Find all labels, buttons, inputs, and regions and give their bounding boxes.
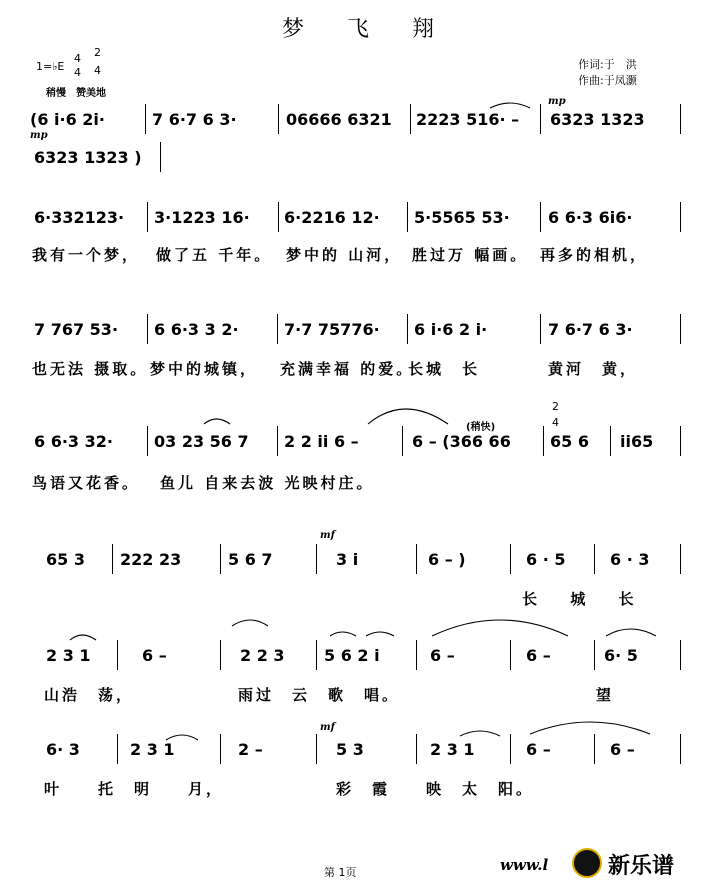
barline [510,640,511,670]
measure-r7-1: 6· 3 [46,740,80,759]
barline [145,104,146,134]
barline [680,426,681,456]
lyric-r4-1: 鸟语又花香。 [32,474,141,492]
slur [366,632,394,636]
record-logo-icon [572,848,602,878]
dynamic-mp: mp [30,130,48,141]
barline [278,202,279,232]
barline [316,734,317,764]
barline [416,640,417,670]
lyric-r2-4: 胜过万 幅画。 [412,246,529,264]
lyric-r2-1: 我有一个梦， [32,246,141,264]
measure-r2-1: 6·332123· [34,208,125,227]
measure-r1-5: 6323 1323 [550,110,645,129]
slur [330,632,356,636]
measure-r2-5: 6 6·3 6i6· [548,208,633,227]
brand-name: 新乐谱 [608,854,675,879]
measure-r1-2: 7 6·7 6 3· [152,110,237,129]
time-signature-b-den: 4 [94,64,101,77]
measure-r6-6: 6 – [526,646,551,665]
measure-r7-6: 6 – [526,740,551,759]
slur [490,103,530,108]
lyric-r2-3: 梦中的 山河， [286,246,403,264]
barline [680,734,681,764]
lyric-r3-4: 长城 长 [408,360,481,378]
barline [278,104,279,134]
time-signature-a-num: 4 [74,52,81,65]
lyric-r7-2: 彩 霞 映 太 阳。 [336,780,535,798]
barline [407,314,408,344]
tempo-change: (稍快) [466,422,496,433]
site-url: www.l [500,856,549,874]
barline [540,104,541,134]
lyric-r2-5: 再多的相机， [540,246,649,264]
barline [220,544,221,574]
measure-r3-3: 7·7 75776· [284,320,380,339]
measure-r4-2: 03 23 56 7 [154,432,249,451]
dynamic-mf: mf [320,722,335,733]
measure-r7-4: 5 3 [336,740,364,759]
barline [147,314,148,344]
measure-r3-2: 6 6·3 3 2· [154,320,239,339]
slur [432,620,568,636]
measure-r1-3: 06666 6321 [286,110,392,129]
barline [594,640,595,670]
measure-r2-2: 3·1223 16· [154,208,250,227]
barline [680,640,681,670]
barline [316,640,317,670]
barline [117,734,118,764]
measure-r7-7: 6 – [610,740,635,759]
barline [407,202,408,232]
barline [402,426,403,456]
lyricist-credit: 作词:于 洪 [578,58,637,71]
slur [70,635,96,640]
measure-r3-5: 7 6·7 6 3· [548,320,633,339]
slur [460,731,500,736]
measure-r7-2: 2 3 1 [130,740,175,759]
slur [530,722,650,734]
measure-r5-4: 3 i [336,550,359,569]
barline [540,314,541,344]
measure-r5-3: 5 6 7 [228,550,273,569]
lyric-r6-3: 望 [596,686,615,704]
barline [220,734,221,764]
time-signature-change-num: 2 [552,400,559,413]
measure-r4-1: 6 6·3 32· [34,432,113,451]
time-signature-a-den: 4 [74,66,81,79]
lyric-r2-2: 做了五 千年。 [156,246,273,264]
lyric-r4-2: 鱼儿 自来去波 光映村庄。 [160,474,375,492]
lyric-r3-3: 充满幸福 的爱。 [280,360,415,378]
measure-r4-4: 6 – (366 66 [412,432,511,451]
barline [680,544,681,574]
song-title: 梦 飞 翔 [282,17,452,42]
lyric-r6-2: 雨过 云 歌 唱。 [238,686,401,704]
barline [117,640,118,670]
barline [410,104,411,134]
measure-r6-3: 2 2 3 [240,646,285,665]
slur [606,629,656,636]
barline [147,202,148,232]
barline [610,426,611,456]
barline [680,314,681,344]
composer-credit: 作曲:于凤灏 [578,74,637,87]
key-signature: 1=♭E [36,60,65,73]
barline [316,544,317,574]
barline [510,544,511,574]
measure-r4-5: 65 6 [550,432,589,451]
lyric-r6-1: 山浩 荡， [44,686,135,704]
measure-r5-5: 6 – ) [428,550,466,569]
lyric-r7-1: 叶 托 明 月， [44,780,225,798]
time-signature-change-den: 4 [552,416,559,429]
slur [368,409,448,424]
lyric-r3-2: 梦中的城镇， [150,360,259,378]
barline [680,202,681,232]
measure-r6-5: 6 – [430,646,455,665]
page-number: 第 1页 [324,866,357,879]
measure-r6-1: 2 3 1 [46,646,91,665]
measure-r6-4: 5 6 2 i [324,646,380,665]
measure-r3-1: 7 767 53· [34,320,119,339]
time-signature-b-num: 2 [94,46,101,59]
lyric-r3-5: 黄河 黄， [548,360,639,378]
barline [416,734,417,764]
slur [204,419,230,424]
measure-r6-7: 6· 5 [604,646,638,665]
measure-r5-6: 6 · 5 [526,550,566,569]
lyric-r3-1: 也无法 摄取。 [32,360,149,378]
dynamic-mf: mf [320,530,335,541]
slur [232,620,268,626]
dynamic-mp: mp [548,96,566,107]
measure-r2-4: 5·5565 53· [414,208,510,227]
measure-r6-2: 6 – [142,646,167,665]
measure-r3-4: 6 i·6 2 i· [414,320,488,339]
barline [594,544,595,574]
barline [416,544,417,574]
measure-r7-3: 2 – [238,740,263,759]
measure-r1-4: 2223 516· – [416,110,520,129]
measure-r4-3: 2 2 ii 6 – [284,432,359,451]
measure-r5-7: 6 · 3 [610,550,650,569]
tempo-marking: 稍慢 赞美地 [46,88,106,99]
measure-r1b-1: 6323 1323 ) [34,148,142,167]
measure-r2-3: 6·2216 12· [284,208,380,227]
measure-r1-1: (6 i·6 2i· [30,110,105,129]
barline [594,734,595,764]
barline [680,104,681,134]
barline [510,734,511,764]
measure-r5-2: 222 23 [120,550,182,569]
barline [277,426,278,456]
measure-r5-1: 65 3 [46,550,85,569]
barline [160,142,161,172]
barline [277,314,278,344]
lyric-r5-1: 长 城 长 [522,590,648,608]
barline [112,544,113,574]
barline [147,426,148,456]
measure-r4-6: ii65 [620,432,654,451]
barline [540,202,541,232]
barline [220,640,221,670]
barline [543,426,544,456]
measure-r7-5: 2 3 1 [430,740,475,759]
